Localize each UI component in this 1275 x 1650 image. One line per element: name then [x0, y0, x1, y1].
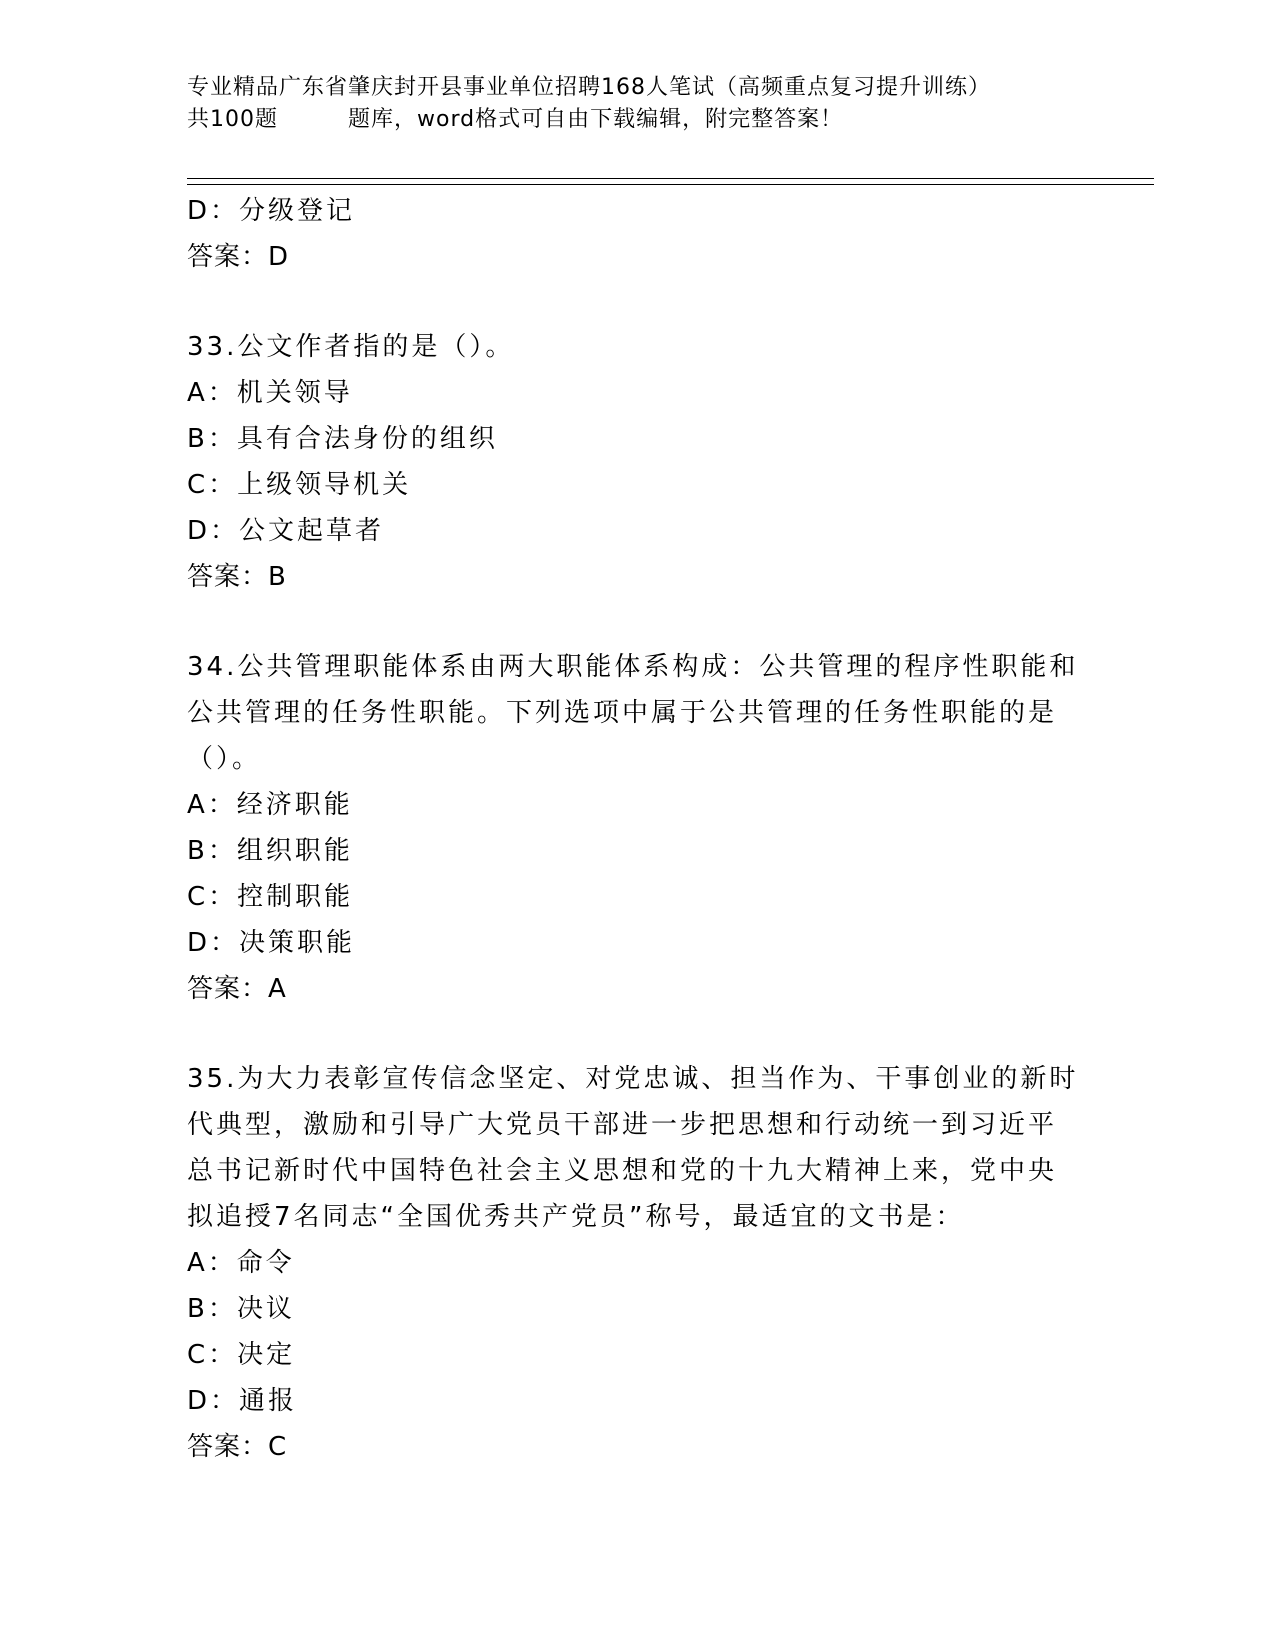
stem-line: 34.公共管理职能体系由两大职能体系构成：公共管理的程序性职能和: [187, 652, 1079, 682]
option-d: D：公文起草者: [187, 516, 385, 546]
option-b: B：具有合法身份的组织: [187, 424, 498, 454]
stem-line: （）。: [187, 744, 262, 774]
question-stem: [187, 644, 1087, 782]
option-b: B：组织职能: [187, 836, 353, 866]
answer: 答案：B: [187, 562, 287, 592]
answer: 答案：A: [187, 974, 287, 1004]
answer: 答案：D: [187, 242, 290, 272]
option-a: A：命令: [187, 1248, 295, 1278]
stem-line: 35.为大力表彰宣传信念坚定、对党忠诚、担当作为、干事创业的新时: [187, 1064, 1079, 1094]
option-b: B：决议: [187, 1294, 295, 1324]
question-stem: [187, 1056, 1087, 1240]
option-d: D：通报: [187, 1386, 298, 1416]
stem-line: 33.公文作者指的是（）。: [187, 332, 515, 362]
header-note: 题库，word格式可自由下载编辑，附完整答案！: [348, 107, 844, 132]
option-c: C：上级领导机关: [187, 470, 412, 500]
previous-question-tail: [187, 188, 1087, 280]
header-title-line: 专业精品广东省肇庆封开县事业单位招聘168人笔试（高频重点复习提升训练）: [187, 75, 991, 100]
document-header: [187, 72, 1147, 136]
stem-line: 拟追授7名同志“全国优秀共产党员”称号，最适宜的文书是：: [187, 1202, 965, 1232]
option-d: D：决策职能: [187, 928, 356, 958]
stem-line: 代典型，激励和引导广大党员干部进一步把思想和行动统一到习近平: [187, 1110, 1058, 1140]
header-divider-top: [187, 178, 1154, 179]
question-34: [187, 644, 1087, 1012]
option-c: C：控制职能: [187, 882, 354, 912]
header-subtitle-line: [187, 104, 1147, 136]
option-a: A：经济职能: [187, 790, 353, 820]
option-d: D：分级登记: [187, 196, 356, 226]
header-divider-bottom: [187, 184, 1154, 185]
question-count: 共100题: [187, 107, 278, 132]
question-list: [187, 188, 1087, 1470]
question-stem: [187, 324, 1087, 370]
question-33: [187, 324, 1087, 600]
option-c: C：决定: [187, 1340, 296, 1370]
option-a: A：机关领导: [187, 378, 353, 408]
stem-line: 公共管理的任务性职能。下列选项中属于公共管理的任务性职能的是: [187, 698, 1058, 728]
stem-line: 总书记新时代中国特色社会主义思想和党的十九大精神上来，党中央: [187, 1156, 1058, 1186]
question-35: [187, 1056, 1087, 1470]
answer: 答案：C: [187, 1432, 288, 1462]
